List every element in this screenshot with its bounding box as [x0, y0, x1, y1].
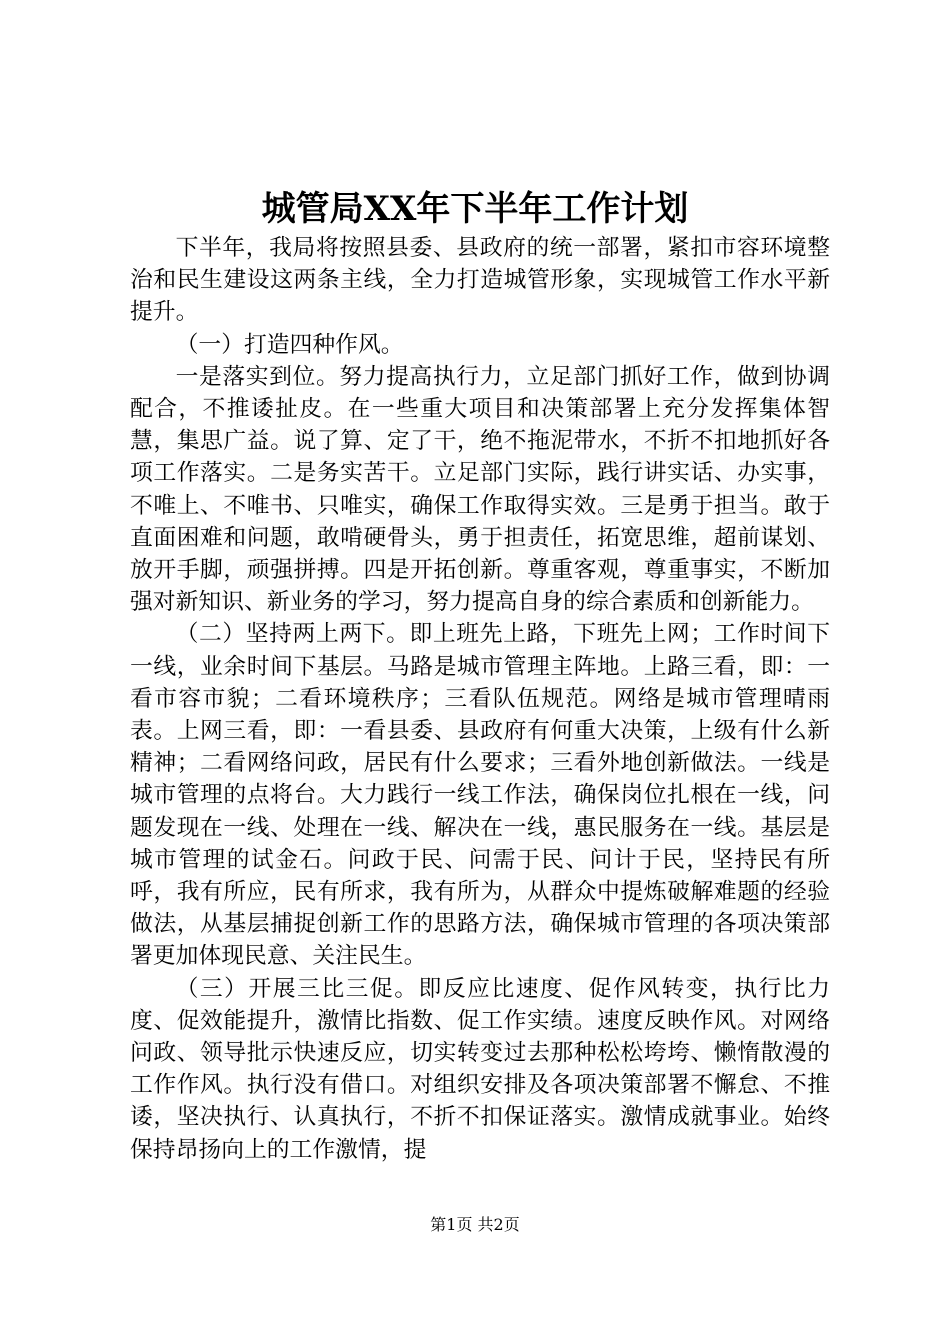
document-body	[130, 232, 830, 1166]
document-title: 城管局XX年下半年工作计划	[261, 189, 689, 229]
paragraph-two-up-two-down: （二）坚持两上两下。即上班先上路，下班先上网；工作时间下一线，业余时间下基层。马路是城市管理主阵地。上路三看，即：一看市容市貌；二看环境秩序；三看队伍规范。网络是城市管理晴雨表。上网三看，即：一看县委、县政府有何重大决策，上级有什么新精神；二看网络问政，居民有什么要求；三看外地创新做法。一线是城市管理的点将台。大力践行一线工作法，确保岗位扎根在一线，问题发现在一线、处理在一线、解决在一线，惠民服务在一线。基层是城市管理的试金石。问政于民、问需于民、问计于民，坚持民有所呼，我有所应，民有所求，我有所为，从群众中提炼破解难题的经验做法，从基层捕捉创新工作的思路方法，确保城市管理的各项决策部署更加体现民意、关注民生。	[130, 621, 830, 970]
page-footer: 第1页 共2页	[430, 1215, 520, 1234]
paragraph-four-styles: 一是落实到位。努力提高执行力，立足部门抓好工作，做到协调配合，不推诿扯皮。在一些重大项目和决策部署上充分发挥集体智慧，集思广益。说了算、定了干，绝不拖泥带水，不折不扣地抓好各项工作落实。二是务实苦干。立足部门实际，践行讲实话、办实事，不唯上、不唯书、只唯实，确保工作取得实效。三是勇于担当。敢于直面困难和问题，敢啃硬骨头，勇于担责任，拓宽思维，超前谋划、放开手脚，顽强拼搏。四是开拓创新。尊重客观，尊重事实，不断加强对新知识、新业务的学习，努力提高自身的综合素质和创新能力。	[130, 363, 830, 616]
paragraph-three-compare: （三）开展三比三促。即反应比速度、促作风转变，执行比力度、促效能提升，激情比指数、促工作实绩。速度反映作风。对网络问政、领导批示快速反应，切实转变过去那种松松垮垮、懒惰散漫的工作作风。执行没有借口。对组织安排及各项决策部署不懈怠、不推诿，坚决执行、认真执行，不折不扣保证落实。激情成就事业。始终保持昂扬向上的工作激情，提	[130, 975, 830, 1163]
paragraph-intro: 下半年，我局将按照县委、县政府的统一部署，紧扣市容环境整治和民生建设这两条主线，全力打造城管形象，实现城管工作水平新提升。	[130, 235, 830, 326]
section-heading-1: （一）打造四种作风。	[175, 331, 404, 358]
